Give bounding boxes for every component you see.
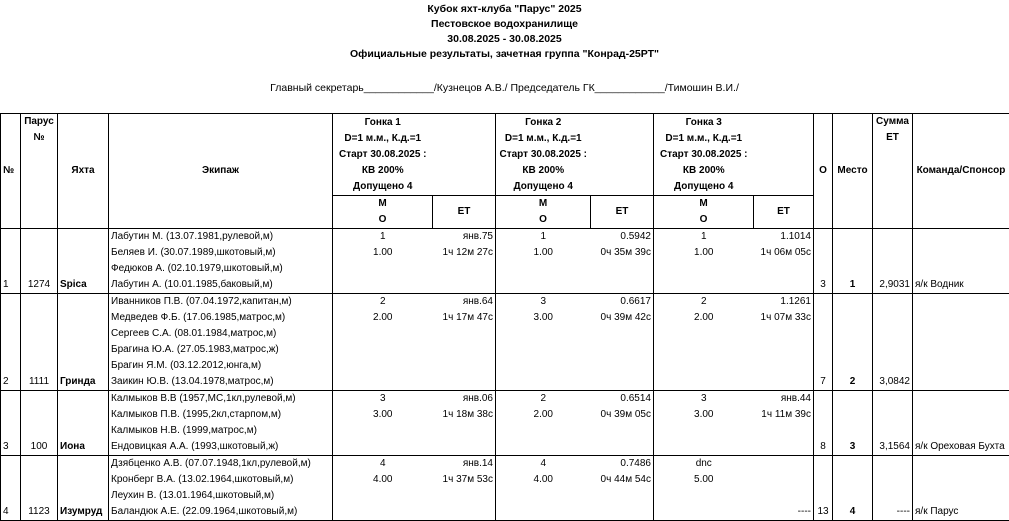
crew-member: Беляев И. (30.07.1989,шкотовый,м) (111, 245, 330, 261)
race-et2: 1ч 11м 39с (756, 407, 812, 423)
race-1-header-blank (433, 114, 496, 196)
row-num: 2 (1, 294, 21, 391)
race-o: 3.00 (656, 407, 752, 423)
race-o: 1.00 (335, 245, 431, 261)
crew-member: Лабутин А. (10.01.1985,баковый,м) (111, 277, 330, 293)
row-o: 7 (814, 294, 833, 391)
row-team: я/к Парус (913, 456, 1009, 521)
crew-member: Брагин Я.М. (03.12.2012,юнга,м) (111, 358, 330, 374)
row-sail: 100 (21, 391, 58, 456)
race-header-line: Гонка 3 (656, 115, 752, 131)
race-2-mo-cell (496, 391, 591, 456)
row-num: 1 (1, 229, 21, 294)
subtitle: Официальные результаты, зачетная группа "Конрад-25РТ" (0, 47, 1009, 62)
race-et1: янв.75 (435, 229, 494, 245)
race-m: 2 (335, 294, 431, 310)
race-3-mo-cell (654, 456, 754, 521)
race-3-header (654, 114, 754, 196)
row-team: я/к Водник (913, 229, 1009, 294)
race-et2: 1ч 12м 27с (435, 245, 494, 261)
row-team (913, 294, 1009, 391)
race-1-mo-cell (333, 294, 433, 391)
race-m: 1 (656, 229, 752, 245)
race-m: 1 (498, 229, 589, 245)
crew-member: Лабутин М. (13.07.1981,рулевой,м) (111, 229, 330, 245)
crew-member: Калмыков П.В. (1995,2кл,старпом,м) (111, 407, 330, 423)
title: Кубок яхт-клуба "Парус" 2025 (0, 2, 1009, 17)
race-1-mo-cell (333, 391, 433, 456)
race-1-et-cell (433, 391, 496, 456)
race-2-et-cell (591, 294, 654, 391)
race-o: 1.00 (498, 245, 589, 261)
crew-member: Ендовицкая А.А. (1993,шкотовый,ж) (111, 439, 330, 455)
race-2-et: ЕТ (591, 196, 654, 229)
row-num: 4 (1, 456, 21, 521)
race-et1: янв.06 (435, 391, 494, 407)
col-team: Команда/Спонсор (913, 114, 1009, 229)
race-3-mo-cell (654, 294, 754, 391)
row-place: 4 (833, 456, 873, 521)
row-crew (109, 391, 333, 456)
venue: Пестовское водохранилище (0, 17, 1009, 32)
row-place: 2 (833, 294, 873, 391)
race-o: 4.00 (335, 472, 431, 488)
col-sum-et: Сумма ЕТ (873, 114, 913, 229)
race-m: 3 (335, 391, 431, 407)
crew-member: Заикин Ю.В. (13.04.1978,матрос,м) (111, 374, 330, 390)
race-1-et-cell (433, 456, 496, 521)
race-o: 2.00 (335, 310, 431, 326)
race-et2: 1ч 07м 33с (756, 310, 812, 326)
crew-member: Леухин В. (13.01.1964,шкотовый,м) (111, 488, 330, 504)
race-1-mo-cell (333, 456, 433, 521)
race-et2: 0ч 35м 39с (593, 245, 652, 261)
race-header-line: D=1 м.м., К.д.=1 (335, 131, 431, 147)
race-header-line: Гонка 1 (335, 115, 431, 131)
race-3-et-cell (754, 456, 814, 521)
race-header-line: КВ 200% (498, 163, 589, 179)
race-m: 3 (656, 391, 752, 407)
row-yacht: Spica (58, 229, 109, 294)
race-et1: 0.5942 (593, 229, 652, 245)
race-et: ---- (756, 504, 812, 520)
race-et1: янв.14 (435, 456, 494, 472)
race-1-et: ЕТ (433, 196, 496, 229)
crew-member: Иванников П.В. (07.04.1972,капитан,м) (111, 294, 330, 310)
race-m: 2 (656, 294, 752, 310)
crew-member: Брагина Ю.А. (27.05.1983,матрос,ж) (111, 342, 330, 358)
race-o: 3.00 (335, 407, 431, 423)
race-2-mo-cell (496, 294, 591, 391)
race-et1: 1.1014 (756, 229, 812, 245)
race-et2: 1ч 06м 05с (756, 245, 812, 261)
race-2-mo: М О (496, 196, 591, 229)
race-m: 2 (498, 391, 589, 407)
race-header-line: КВ 200% (656, 163, 752, 179)
race-et2: 0ч 39м 42с (593, 310, 652, 326)
race-1-et-cell (433, 229, 496, 294)
row-o: 13 (814, 456, 833, 521)
race-2-et-cell (591, 391, 654, 456)
race-3-et-cell (754, 294, 814, 391)
row-sum-et: 3,0842 (873, 294, 913, 391)
race-3-et-cell (754, 391, 814, 456)
race-et1: янв.64 (435, 294, 494, 310)
row-sum-et: ---- (873, 456, 913, 521)
race-et2: 1ч 18м 38с (435, 407, 494, 423)
results-body (1, 229, 1009, 521)
race-2-mo-cell (496, 229, 591, 294)
race-m: 3 (498, 294, 589, 310)
row-sail: 1274 (21, 229, 58, 294)
col-place: Место (833, 114, 873, 229)
race-header-line: Старт 30.08.2025 : (335, 147, 431, 163)
race-m: dnc (656, 456, 752, 472)
row-sail: 1111 (21, 294, 58, 391)
crew-member: Сергеев С.А. (08.01.1984,матрос,м) (111, 326, 330, 342)
race-3-header-blank (754, 114, 814, 196)
race-et1: янв.44 (756, 391, 812, 407)
row-crew (109, 229, 333, 294)
race-o: 4.00 (498, 472, 589, 488)
row-team: я/к Ореховая Бухта (913, 391, 1009, 456)
race-header-line: Гонка 2 (498, 115, 589, 131)
col-yacht: Яхта (58, 114, 109, 229)
race-m: 4 (335, 456, 431, 472)
crew-member: Дзябценко А.В. (07.07.1948,1кл,рулевой,м) (111, 456, 330, 472)
crew-member: Медведев Ф.Б. (17.06.1985,матрос,м) (111, 310, 330, 326)
race-header-line: КВ 200% (335, 163, 431, 179)
race-header-line: Старт 30.08.2025 : (498, 147, 589, 163)
row-yacht: Иона (58, 391, 109, 456)
race-1-mo: М О (333, 196, 433, 229)
row-crew (109, 294, 333, 391)
row-yacht: Гринда (58, 294, 109, 391)
race-1-mo-cell (333, 229, 433, 294)
race-1-header (333, 114, 433, 196)
col-o: О (814, 114, 833, 229)
table-row (1, 456, 1009, 521)
race-et2: 1ч 37м 53с (435, 472, 494, 488)
race-2-mo-cell (496, 456, 591, 521)
crew-member: Федюков А. (02.10.1979,шкотовый,м) (111, 261, 330, 277)
race-3-et: ЕТ (754, 196, 814, 229)
row-place: 3 (833, 391, 873, 456)
row-yacht: Изумруд (58, 456, 109, 521)
race-3-et-cell (754, 229, 814, 294)
race-et1: 1.1261 (756, 294, 812, 310)
row-crew (109, 456, 333, 521)
crew-member: Кронберг В.А. (13.02.1964,шкотовый,м) (111, 472, 330, 488)
row-sail: 1123 (21, 456, 58, 521)
signatures-line: Главный секретарь____________/Кузнецов А.В./ Председатель ГК____________/Тимошин В.И./ (0, 82, 1009, 94)
race-2-header (496, 114, 591, 196)
race-2-et-cell (591, 229, 654, 294)
col-num: № (1, 114, 21, 229)
crew-member: Калмыков Н.В. (1999,матрос,м) (111, 423, 330, 439)
row-place: 1 (833, 229, 873, 294)
race-1-et-cell (433, 294, 496, 391)
race-o: 3.00 (498, 310, 589, 326)
race-header-line: D=1 м.м., К.д.=1 (656, 131, 752, 147)
race-m: 4 (498, 456, 589, 472)
race-2-et-cell (591, 456, 654, 521)
row-o: 8 (814, 391, 833, 456)
race-o: 2.00 (498, 407, 589, 423)
row-o: 3 (814, 229, 833, 294)
race-header-line: Допущено 4 (498, 179, 589, 195)
results-table (0, 113, 1009, 521)
race-et2: 0ч 44м 54с (593, 472, 652, 488)
race-3-mo-cell (654, 229, 754, 294)
race-et1: 0.6617 (593, 294, 652, 310)
race-et1: 0.6514 (593, 391, 652, 407)
race-3-mo-cell (654, 391, 754, 456)
table-row (1, 294, 1009, 391)
race-header-line: Допущено 4 (656, 179, 752, 195)
race-et2: 0ч 39м 05с (593, 407, 652, 423)
row-sum-et: 2,9031 (873, 229, 913, 294)
col-crew: Экипаж (109, 114, 333, 229)
table-row (1, 229, 1009, 294)
race-header-line: Старт 30.08.2025 : (656, 147, 752, 163)
race-m: 1 (335, 229, 431, 245)
row-num: 3 (1, 391, 21, 456)
race-header-line: D=1 м.м., К.д.=1 (498, 131, 589, 147)
dates: 30.08.2025 - 30.08.2025 (0, 32, 1009, 47)
crew-member: Калмыков В.В (1957,МС,1кл,рулевой,м) (111, 391, 330, 407)
col-sail: Парус № (21, 114, 58, 229)
crew-member: Баландюк А.Е. (22.09.1964,шкотовый,м) (111, 504, 330, 520)
race-o: 2.00 (656, 310, 752, 326)
race-et2: 1ч 17м 47с (435, 310, 494, 326)
race-et1: 0.7486 (593, 456, 652, 472)
race-o: 1.00 (656, 245, 752, 261)
race-header-line: Допущено 4 (335, 179, 431, 195)
race-3-mo: М О (654, 196, 754, 229)
table-row (1, 391, 1009, 456)
row-sum-et: 3,1564 (873, 391, 913, 456)
race-o: 5.00 (656, 472, 752, 488)
race-2-header-blank (591, 114, 654, 196)
